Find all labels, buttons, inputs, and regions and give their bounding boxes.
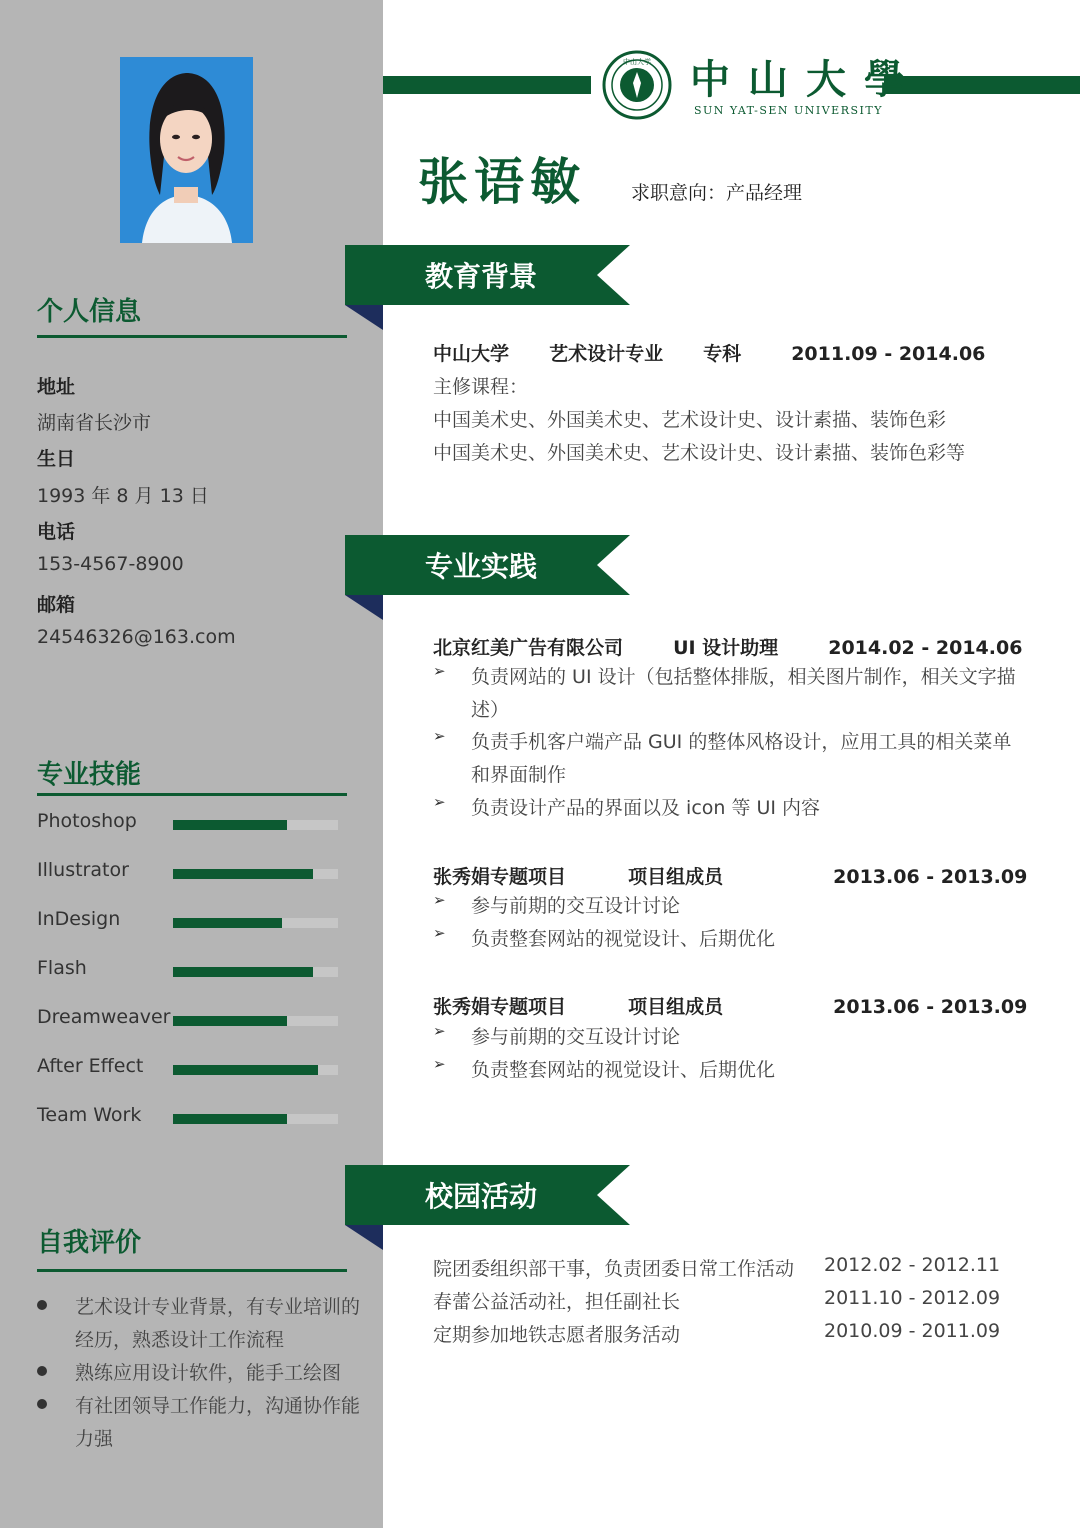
campus-banner bbox=[345, 1165, 635, 1241]
skill-name: Illustrator bbox=[37, 859, 129, 881]
email-label: 邮箱 bbox=[37, 594, 76, 616]
sidebar bbox=[0, 0, 383, 1528]
skill-row bbox=[37, 1053, 342, 1083]
email-value[interactable]: 24546326@163.com bbox=[37, 626, 236, 648]
header-bar-left bbox=[383, 76, 591, 94]
section-divider bbox=[37, 1269, 347, 1272]
personal-info-title: 个人信息 bbox=[37, 297, 142, 327]
skill-bar bbox=[173, 869, 338, 879]
job-duty-text: 参与前期的交互设计讨论 bbox=[471, 895, 681, 917]
self-eval-item bbox=[37, 1291, 377, 1357]
birthday-label: 生日 bbox=[37, 448, 76, 470]
company-name: 张秀娟专题项目 bbox=[433, 996, 567, 1018]
education-banner bbox=[345, 245, 635, 321]
skill-bar-fill bbox=[173, 869, 313, 879]
skill-name: Dreamweaver bbox=[37, 1006, 171, 1028]
phone-value[interactable]: 153-4567-8900 bbox=[37, 553, 184, 575]
job-duty bbox=[433, 1021, 1023, 1054]
arrow-bullet-icon: ➢ bbox=[433, 793, 446, 811]
arrow-bullet-icon: ➢ bbox=[433, 727, 446, 745]
skill-bar bbox=[173, 918, 338, 928]
candidate-name: 张语敏 bbox=[418, 153, 586, 211]
campus-title: 校园活动 bbox=[425, 1180, 538, 1213]
school-name: 中山大学 bbox=[433, 343, 510, 365]
job-role: 项目组成员 bbox=[628, 866, 724, 888]
job-period: 2013.06 - 2013.09 bbox=[833, 866, 1028, 888]
seal-text: 中山大学 bbox=[623, 58, 651, 66]
self-eval-title: 自我评价 bbox=[37, 1228, 142, 1258]
skill-bar bbox=[173, 820, 338, 830]
skill-name: After Effect bbox=[37, 1055, 144, 1077]
university-name-en: SUN YAT-SEN UNIVERSITY bbox=[694, 104, 883, 117]
skill-name: Photoshop bbox=[37, 810, 137, 832]
skill-row bbox=[37, 1004, 342, 1034]
skill-row bbox=[37, 857, 342, 887]
profile-photo bbox=[120, 57, 253, 243]
self-eval-text: 艺术设计专业背景，有专业培训的经历，熟悉设计工作流程 bbox=[75, 1296, 361, 1351]
skill-bar bbox=[173, 1065, 338, 1075]
courses-line: 中国美术史、外国美术史、艺术设计史、设计素描、装饰色彩等 bbox=[433, 442, 966, 464]
job-intention: 求职意向：产品经理 bbox=[631, 182, 803, 204]
skill-name: Team Work bbox=[37, 1104, 142, 1126]
bullet-dot-icon bbox=[37, 1300, 47, 1310]
arrow-bullet-icon: ➢ bbox=[433, 662, 446, 680]
job-header bbox=[433, 862, 1027, 889]
bullet-dot-icon bbox=[37, 1366, 47, 1376]
company-name: 北京红美广告有限公司 bbox=[433, 637, 624, 659]
job-duty-text: 负责设计产品的界面以及 icon 等 UI 内容 bbox=[471, 797, 821, 819]
job-period: 2014.02 - 2014.06 bbox=[828, 637, 1023, 659]
skill-bar bbox=[173, 967, 338, 977]
job-header bbox=[433, 992, 1027, 1019]
job-duty-text: 参与前期的交互设计讨论 bbox=[471, 1026, 681, 1048]
company-name: 张秀娟专题项目 bbox=[433, 866, 567, 888]
job-duty bbox=[433, 890, 1023, 923]
job-role: UI 设计助理 bbox=[673, 637, 779, 659]
job-duty-text: 负责手机客户端产品 GUI 的整体风格设计，应用工具的相关菜单和界面制作 bbox=[471, 731, 1012, 786]
self-eval-text: 熟练应用设计软件，能手工绘图 bbox=[75, 1362, 342, 1384]
campus-period: 2011.10 - 2012.09 bbox=[824, 1287, 1001, 1309]
practice-banner bbox=[345, 535, 635, 611]
education-period: 2011.09 - 2014.06 bbox=[791, 343, 986, 365]
skills-title: 专业技能 bbox=[37, 760, 142, 790]
skill-bar-fill bbox=[173, 1065, 318, 1075]
campus-period: 2012.02 - 2012.11 bbox=[824, 1254, 1001, 1276]
skill-bar-fill bbox=[173, 820, 287, 830]
skill-row bbox=[37, 955, 342, 985]
birthday-value: 1993 年 8 月 13 日 bbox=[37, 485, 209, 507]
arrow-bullet-icon: ➢ bbox=[433, 1055, 446, 1073]
skill-bar bbox=[173, 1016, 338, 1026]
job-duty bbox=[433, 726, 1023, 792]
address-label: 地址 bbox=[37, 376, 76, 398]
skill-bar-fill bbox=[173, 967, 313, 977]
self-eval-text: 有社团领导工作能力，沟通协作能力强 bbox=[75, 1395, 361, 1450]
arrow-bullet-icon: ➢ bbox=[433, 891, 446, 909]
campus-activity: 春蕾公益活动社，担任副社长 bbox=[433, 1291, 681, 1313]
bullet-dot-icon bbox=[37, 1399, 47, 1409]
job-period: 2013.06 - 2013.09 bbox=[833, 996, 1028, 1018]
self-eval-item bbox=[37, 1390, 377, 1456]
section-divider bbox=[37, 793, 347, 796]
education-title: 教育背景 bbox=[425, 260, 538, 293]
arrow-bullet-icon: ➢ bbox=[433, 1022, 446, 1040]
major: 艺术设计专业 bbox=[549, 343, 664, 365]
job-duty-text: 负责整套网站的视觉设计、后期优化 bbox=[471, 1059, 776, 1081]
degree: 专科 bbox=[703, 343, 742, 365]
job-duty bbox=[433, 1054, 1023, 1087]
skill-bar bbox=[173, 1114, 338, 1124]
job-role: 项目组成员 bbox=[628, 996, 724, 1018]
skill-name: Flash bbox=[37, 957, 87, 979]
skill-row bbox=[37, 906, 342, 936]
job-duty bbox=[433, 792, 1023, 825]
self-eval-item bbox=[37, 1357, 377, 1390]
campus-activity: 定期参加地铁志愿者服务活动 bbox=[433, 1324, 681, 1346]
university-name-cn: 中山大學 bbox=[690, 56, 922, 103]
job-duty-text: 负责网站的 UI 设计（包括整体排版，相关图片制作，相关文字描述） bbox=[471, 666, 1016, 721]
arrow-bullet-icon: ➢ bbox=[433, 924, 446, 942]
education-summary bbox=[433, 339, 985, 366]
skill-name: InDesign bbox=[37, 908, 121, 930]
campus-activity: 院团委组织部干事，负责团委日常工作活动 bbox=[433, 1258, 795, 1280]
skill-bar-fill bbox=[173, 918, 282, 928]
university-seal-icon bbox=[602, 50, 672, 120]
skill-bar-fill bbox=[173, 1016, 287, 1026]
job-duty bbox=[433, 661, 1023, 727]
address-value: 湖南省长沙市 bbox=[37, 412, 152, 434]
practice-title: 专业实践 bbox=[425, 550, 538, 583]
courses-label: 主修课程： bbox=[433, 376, 529, 398]
skill-row bbox=[37, 808, 342, 838]
section-divider bbox=[37, 335, 347, 338]
job-duty-text: 负责整套网站的视觉设计、后期优化 bbox=[471, 928, 776, 950]
campus-period: 2010.09 - 2011.09 bbox=[824, 1320, 1001, 1342]
job-header bbox=[433, 633, 1022, 660]
courses-line: 中国美术史、外国美术史、艺术设计史、设计素描、装饰色彩 bbox=[433, 409, 947, 431]
phone-label: 电话 bbox=[37, 521, 76, 543]
skill-row bbox=[37, 1102, 342, 1132]
job-duty bbox=[433, 923, 1023, 956]
skill-bar-fill bbox=[173, 1114, 287, 1124]
